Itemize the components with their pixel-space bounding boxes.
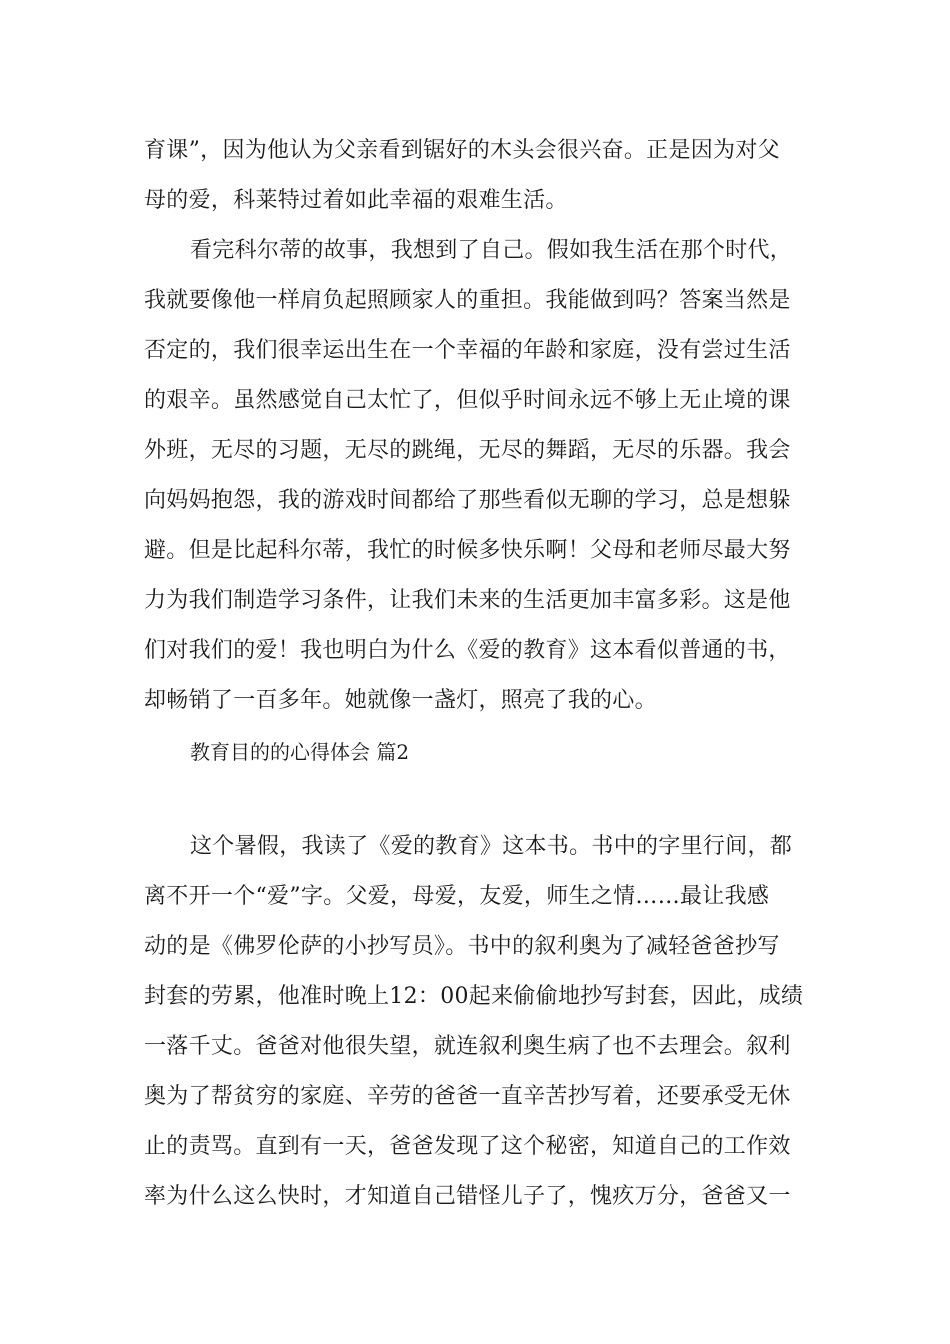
paragraph-line: 母的爱，科莱特过着如此幸福的艰难生活。 <box>144 188 568 213</box>
paragraph-line: 动的是《佛罗伦萨的小抄写员》。书中的叙利奥为了减轻爸爸抄写 <box>144 934 780 959</box>
paragraph-line: 向妈妈抱怨，我的游戏时间都给了那些看似无聊的学习，总是想躲 <box>144 488 791 513</box>
paragraph-line: 率为什么这么快时，才知道自己错怪儿子了，愧疚万分，爸爸又一 <box>144 1184 791 1209</box>
paragraph-line: 育课”，因为他认为父亲看到锯好的木头会很兴奋。正是因为对父 <box>144 138 780 163</box>
paragraph-line: 止的责骂。直到有一天，爸爸发现了这个秘密，知道自己的工作效 <box>144 1134 791 1159</box>
paragraph-line: 看完科尔蒂的故事，我想到了自己。假如我生活在那个时代， <box>190 238 793 263</box>
paragraph-line: 的艰辛。虽然感觉自己太忙了，但似乎时间永远不够上无止境的课 <box>144 388 791 413</box>
paragraph-line: 避。但是比起科尔蒂，我忙的时候多快乐啊！父母和老师尽最大努 <box>144 538 791 563</box>
paragraph-line: 奥为了帮贫穷的家庭、辛劳的爸爸一直辛苦抄写着，还要承受无休 <box>144 1084 791 1109</box>
paragraph-line: 离不开一个“爱”字。父爱，母爱，友爱，师生之情……最让我感 <box>144 884 770 909</box>
paragraph-line: 却畅销了一百多年。她就像一盏灯，照亮了我的心。 <box>144 688 657 713</box>
paragraph-line: 这个暑假，我读了《爱的教育》这本书。书中的字里行间，都 <box>190 834 793 859</box>
paragraph-line: 外班，无尽的习题，无尽的跳绳，无尽的舞蹈，无尽的乐器。我会 <box>144 438 791 463</box>
paragraph-line: 力为我们制造学习条件，让我们未来的生活更加丰富多彩。这是他 <box>144 588 791 613</box>
paragraph-line: 封套的劳累，他准时晚上12：00起来偷偷地抄写封套，因此，成绩 <box>144 984 804 1009</box>
paragraph-line: 否定的，我们很幸运出生在一个幸福的年龄和家庭，没有尝过生活 <box>144 338 791 363</box>
paragraph-line: 我就要像他一样肩负起照顾家人的重担。我能做到吗？答案当然是 <box>144 288 791 313</box>
paragraph-line: 们对我们的爱！我也明白为什么《爱的教育》这本看似普通的书， <box>144 638 791 663</box>
section-heading: 教育目的的心得体会 篇2 <box>190 740 410 764</box>
paragraph-line: 一落千丈。爸爸对他很失望，就连叙利奥生病了也不去理会。叙利 <box>144 1034 791 1059</box>
